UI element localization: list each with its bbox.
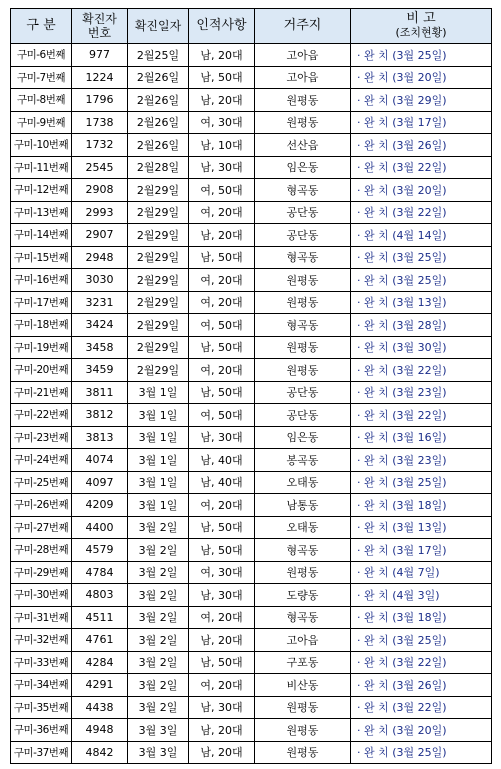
cell-residence: 형곡동 [255, 179, 351, 202]
cell-id: 구미-31번째 [11, 606, 72, 629]
cell-residence: 공단동 [255, 201, 351, 224]
cell-person-info: 남, 50대 [189, 66, 255, 89]
cell-residence: 형곡동 [255, 539, 351, 562]
header-confirm-date: 확진일자 [128, 9, 189, 44]
cell-id: 구미-21번째 [11, 381, 72, 404]
cell-case-number: 4803 [72, 584, 128, 607]
cell-person-info: 남, 20대 [189, 224, 255, 247]
cell-confirm-date: 2월29일 [128, 336, 189, 359]
cell-confirm-date: 3월 3일 [128, 719, 189, 742]
cell-note: · 완 치 (3월 22일) [351, 696, 492, 719]
cell-person-info: 여, 20대 [189, 359, 255, 382]
cell-note: · 완 치 (3월 22일) [351, 359, 492, 382]
cell-confirm-date: 2월29일 [128, 314, 189, 337]
cell-residence: 원평동 [255, 269, 351, 292]
cell-confirm-date: 3월 1일 [128, 471, 189, 494]
cell-case-number: 3424 [72, 314, 128, 337]
cell-note: · 완 치 (3월 17일) [351, 539, 492, 562]
cell-confirm-date: 2월25일 [128, 44, 189, 67]
cell-residence: 구포동 [255, 651, 351, 674]
cell-person-info: 남, 30대 [189, 696, 255, 719]
cell-id: 구미-7번째 [11, 66, 72, 89]
table-row [11, 314, 492, 337]
cell-residence: 선산읍 [255, 134, 351, 157]
cell-case-number: 4097 [72, 471, 128, 494]
cell-person-info: 여, 30대 [189, 561, 255, 584]
cell-residence: 임은동 [255, 426, 351, 449]
cell-confirm-date: 3월 2일 [128, 561, 189, 584]
cell-id: 구미-34번째 [11, 674, 72, 697]
cell-confirm-date: 3월 2일 [128, 651, 189, 674]
cell-person-info: 남, 50대 [189, 516, 255, 539]
cell-case-number: 977 [72, 44, 128, 67]
cell-confirm-date: 2월28일 [128, 156, 189, 179]
cell-residence: 원평동 [255, 696, 351, 719]
table-row [11, 201, 492, 224]
table-row [11, 224, 492, 247]
cell-person-info: 남, 30대 [189, 584, 255, 607]
header-case-number-line1: 확진자 [82, 12, 117, 26]
cell-person-info: 여, 20대 [189, 269, 255, 292]
cell-case-number: 2948 [72, 246, 128, 269]
cell-confirm-date: 3월 3일 [128, 741, 189, 764]
cell-confirm-date: 3월 1일 [128, 449, 189, 472]
cell-note: · 완 치 (3월 13일) [351, 291, 492, 314]
cell-person-info: 여, 20대 [189, 494, 255, 517]
cell-id: 구미-24번째 [11, 449, 72, 472]
table-row [11, 359, 492, 382]
table-row [11, 539, 492, 562]
cell-case-number: 4291 [72, 674, 128, 697]
cell-confirm-date: 2월29일 [128, 179, 189, 202]
cell-confirm-date: 3월 2일 [128, 674, 189, 697]
cell-note: · 완 치 (3월 22일) [351, 651, 492, 674]
cell-confirm-date: 2월29일 [128, 224, 189, 247]
cell-id: 구미-6번째 [11, 44, 72, 67]
cell-note: · 완 치 (3월 29일) [351, 89, 492, 112]
cell-case-number: 4948 [72, 719, 128, 742]
cell-person-info: 여, 50대 [189, 314, 255, 337]
cell-note: · 완 치 (3월 20일) [351, 66, 492, 89]
cell-id: 구미-11번째 [11, 156, 72, 179]
cell-note: · 완 치 (4월 7일) [351, 561, 492, 584]
cell-case-number: 2908 [72, 179, 128, 202]
cell-id: 구미-37번째 [11, 741, 72, 764]
cell-confirm-date: 3월 1일 [128, 404, 189, 427]
cell-note: · 완 치 (3월 22일) [351, 404, 492, 427]
cell-confirm-date: 3월 2일 [128, 606, 189, 629]
cell-confirm-date: 3월 1일 [128, 426, 189, 449]
cell-residence: 원평동 [255, 111, 351, 134]
cell-person-info: 여, 20대 [189, 606, 255, 629]
cell-residence: 고아읍 [255, 66, 351, 89]
cell-case-number: 4761 [72, 629, 128, 652]
cell-person-info: 여, 20대 [189, 674, 255, 697]
cell-residence: 오태동 [255, 516, 351, 539]
table-row [11, 674, 492, 697]
cell-residence: 원평동 [255, 89, 351, 112]
patient-status-table [10, 8, 492, 764]
cell-id: 구미-9번째 [11, 111, 72, 134]
cell-case-number: 4842 [72, 741, 128, 764]
cell-case-number: 2545 [72, 156, 128, 179]
cell-id: 구미-32번째 [11, 629, 72, 652]
cell-id: 구미-23번째 [11, 426, 72, 449]
table-row [11, 719, 492, 742]
cell-id: 구미-36번째 [11, 719, 72, 742]
header-case-number-line2: 번호 [87, 26, 112, 40]
cell-person-info: 남, 20대 [189, 89, 255, 112]
cell-id: 구미-25번째 [11, 471, 72, 494]
cell-residence: 원평동 [255, 336, 351, 359]
patient-table-container [10, 8, 492, 764]
cell-id: 구미-30번째 [11, 584, 72, 607]
cell-id: 구미-22번째 [11, 404, 72, 427]
cell-residence: 공단동 [255, 404, 351, 427]
cell-confirm-date: 2월26일 [128, 111, 189, 134]
cell-residence: 고아읍 [255, 44, 351, 67]
cell-residence: 오태동 [255, 471, 351, 494]
cell-case-number: 1224 [72, 66, 128, 89]
cell-case-number: 3458 [72, 336, 128, 359]
cell-residence: 원평동 [255, 741, 351, 764]
table-row [11, 134, 492, 157]
cell-case-number: 4074 [72, 449, 128, 472]
cell-confirm-date: 3월 2일 [128, 629, 189, 652]
cell-case-number: 1738 [72, 111, 128, 134]
cell-confirm-date: 2월29일 [128, 246, 189, 269]
cell-note: · 완 치 (3월 16일) [351, 426, 492, 449]
table-row [11, 494, 492, 517]
table-row [11, 584, 492, 607]
cell-case-number: 1732 [72, 134, 128, 157]
cell-case-number: 3813 [72, 426, 128, 449]
table-row [11, 471, 492, 494]
cell-id: 구미-15번째 [11, 246, 72, 269]
cell-residence: 원평동 [255, 291, 351, 314]
cell-note: · 완 치 (3월 18일) [351, 494, 492, 517]
cell-note: · 완 치 (3월 22일) [351, 156, 492, 179]
header-residence: 거주지 [255, 9, 351, 44]
cell-person-info: 남, 50대 [189, 336, 255, 359]
cell-id: 구미-16번째 [11, 269, 72, 292]
cell-person-info: 여, 50대 [189, 179, 255, 202]
header-id: 구 분 [11, 9, 72, 44]
cell-case-number: 4209 [72, 494, 128, 517]
cell-confirm-date: 2월26일 [128, 134, 189, 157]
cell-note: · 완 치 (3월 30일) [351, 336, 492, 359]
cell-note: · 완 치 (3월 25일) [351, 629, 492, 652]
table-row [11, 696, 492, 719]
cell-note: · 완 치 (3월 25일) [351, 44, 492, 67]
cell-id: 구미-13번째 [11, 201, 72, 224]
cell-person-info: 여, 20대 [189, 291, 255, 314]
cell-residence: 남통동 [255, 494, 351, 517]
cell-residence: 형곡동 [255, 314, 351, 337]
cell-case-number: 4511 [72, 606, 128, 629]
table-row [11, 651, 492, 674]
cell-person-info: 남, 10대 [189, 134, 255, 157]
cell-confirm-date: 3월 1일 [128, 494, 189, 517]
cell-note: · 완 치 (4월 3일) [351, 584, 492, 607]
table-row [11, 89, 492, 112]
header-case-number [72, 9, 128, 44]
cell-person-info: 남, 20대 [189, 44, 255, 67]
header-note [351, 9, 492, 44]
cell-confirm-date: 2월26일 [128, 66, 189, 89]
cell-residence: 임은동 [255, 156, 351, 179]
cell-id: 구미-19번째 [11, 336, 72, 359]
cell-case-number: 3231 [72, 291, 128, 314]
cell-note: · 완 치 (3월 20일) [351, 179, 492, 202]
cell-case-number: 4579 [72, 539, 128, 562]
cell-case-number: 4438 [72, 696, 128, 719]
cell-id: 구미-28번째 [11, 539, 72, 562]
cell-confirm-date: 2월29일 [128, 359, 189, 382]
table-row [11, 629, 492, 652]
header-person-info: 인적사항 [189, 9, 255, 44]
table-row [11, 179, 492, 202]
cell-person-info: 남, 50대 [189, 246, 255, 269]
table-row [11, 516, 492, 539]
cell-confirm-date: 3월 2일 [128, 516, 189, 539]
cell-residence: 원평동 [255, 359, 351, 382]
cell-note: · 완 치 (4월 14일) [351, 224, 492, 247]
table-row [11, 404, 492, 427]
cell-person-info: 남, 50대 [189, 539, 255, 562]
table-row [11, 561, 492, 584]
cell-confirm-date: 3월 1일 [128, 381, 189, 404]
table-row [11, 111, 492, 134]
cell-note: · 완 치 (3월 23일) [351, 449, 492, 472]
table-row [11, 449, 492, 472]
cell-residence: 형곡동 [255, 606, 351, 629]
cell-note: · 완 치 (3월 23일) [351, 381, 492, 404]
cell-case-number: 2907 [72, 224, 128, 247]
cell-person-info: 남, 30대 [189, 156, 255, 179]
cell-case-number: 1796 [72, 89, 128, 112]
table-body [11, 44, 492, 764]
cell-case-number: 3030 [72, 269, 128, 292]
cell-residence: 원평동 [255, 719, 351, 742]
cell-confirm-date: 2월26일 [128, 89, 189, 112]
cell-case-number: 3812 [72, 404, 128, 427]
cell-case-number: 4784 [72, 561, 128, 584]
cell-case-number: 4284 [72, 651, 128, 674]
cell-person-info: 남, 30대 [189, 426, 255, 449]
cell-person-info: 여, 50대 [189, 404, 255, 427]
cell-id: 구미-27번째 [11, 516, 72, 539]
cell-note: · 완 치 (3월 13일) [351, 516, 492, 539]
table-row [11, 606, 492, 629]
cell-id: 구미-14번째 [11, 224, 72, 247]
cell-note: · 완 치 (3월 26일) [351, 674, 492, 697]
cell-person-info: 남, 20대 [189, 629, 255, 652]
cell-id: 구미-26번째 [11, 494, 72, 517]
cell-note: · 완 치 (3월 25일) [351, 246, 492, 269]
cell-confirm-date: 2월29일 [128, 201, 189, 224]
cell-note: · 완 치 (3월 28일) [351, 314, 492, 337]
table-row [11, 381, 492, 404]
cell-case-number: 3459 [72, 359, 128, 382]
cell-person-info: 남, 20대 [189, 741, 255, 764]
table-row [11, 426, 492, 449]
table-header-row [11, 9, 492, 44]
cell-residence: 비산동 [255, 674, 351, 697]
cell-residence: 형곡동 [255, 246, 351, 269]
header-note-line1: 비 고 [406, 11, 436, 26]
table-row [11, 246, 492, 269]
header-note-line2: (조치현황) [395, 26, 447, 39]
cell-note: · 완 치 (3월 25일) [351, 741, 492, 764]
cell-id: 구미-10번째 [11, 134, 72, 157]
cell-id: 구미-12번째 [11, 179, 72, 202]
cell-residence: 공단동 [255, 381, 351, 404]
cell-id: 구미-18번째 [11, 314, 72, 337]
cell-id: 구미-33번째 [11, 651, 72, 674]
cell-id: 구미-35번째 [11, 696, 72, 719]
cell-confirm-date: 2월29일 [128, 269, 189, 292]
cell-person-info: 여, 30대 [189, 111, 255, 134]
cell-note: · 완 치 (3월 18일) [351, 606, 492, 629]
cell-confirm-date: 3월 2일 [128, 539, 189, 562]
cell-residence: 공단동 [255, 224, 351, 247]
cell-person-info: 여, 20대 [189, 201, 255, 224]
cell-note: · 완 치 (3월 26일) [351, 134, 492, 157]
cell-note: · 완 치 (3월 25일) [351, 471, 492, 494]
cell-case-number: 3811 [72, 381, 128, 404]
cell-residence: 고아읍 [255, 629, 351, 652]
table-row [11, 44, 492, 67]
cell-id: 구미-20번째 [11, 359, 72, 382]
table-row [11, 291, 492, 314]
cell-person-info: 남, 40대 [189, 471, 255, 494]
cell-person-info: 남, 20대 [189, 719, 255, 742]
table-row [11, 336, 492, 359]
cell-residence: 봉곡동 [255, 449, 351, 472]
table-row [11, 741, 492, 764]
cell-residence: 도량동 [255, 584, 351, 607]
cell-note: · 완 치 (3월 22일) [351, 201, 492, 224]
table-row [11, 66, 492, 89]
cell-confirm-date: 3월 2일 [128, 696, 189, 719]
cell-person-info: 남, 40대 [189, 449, 255, 472]
cell-residence: 원평동 [255, 561, 351, 584]
table-row [11, 156, 492, 179]
cell-note: · 완 치 (3월 25일) [351, 269, 492, 292]
cell-id: 구미-8번째 [11, 89, 72, 112]
cell-confirm-date: 2월29일 [128, 291, 189, 314]
cell-person-info: 남, 50대 [189, 651, 255, 674]
cell-note: · 완 치 (3월 17일) [351, 111, 492, 134]
cell-case-number: 2993 [72, 201, 128, 224]
cell-person-info: 남, 50대 [189, 381, 255, 404]
cell-id: 구미-29번째 [11, 561, 72, 584]
cell-id: 구미-17번째 [11, 291, 72, 314]
table-row [11, 269, 492, 292]
cell-case-number: 4400 [72, 516, 128, 539]
cell-confirm-date: 3월 2일 [128, 584, 189, 607]
cell-note: · 완 치 (3월 20일) [351, 719, 492, 742]
